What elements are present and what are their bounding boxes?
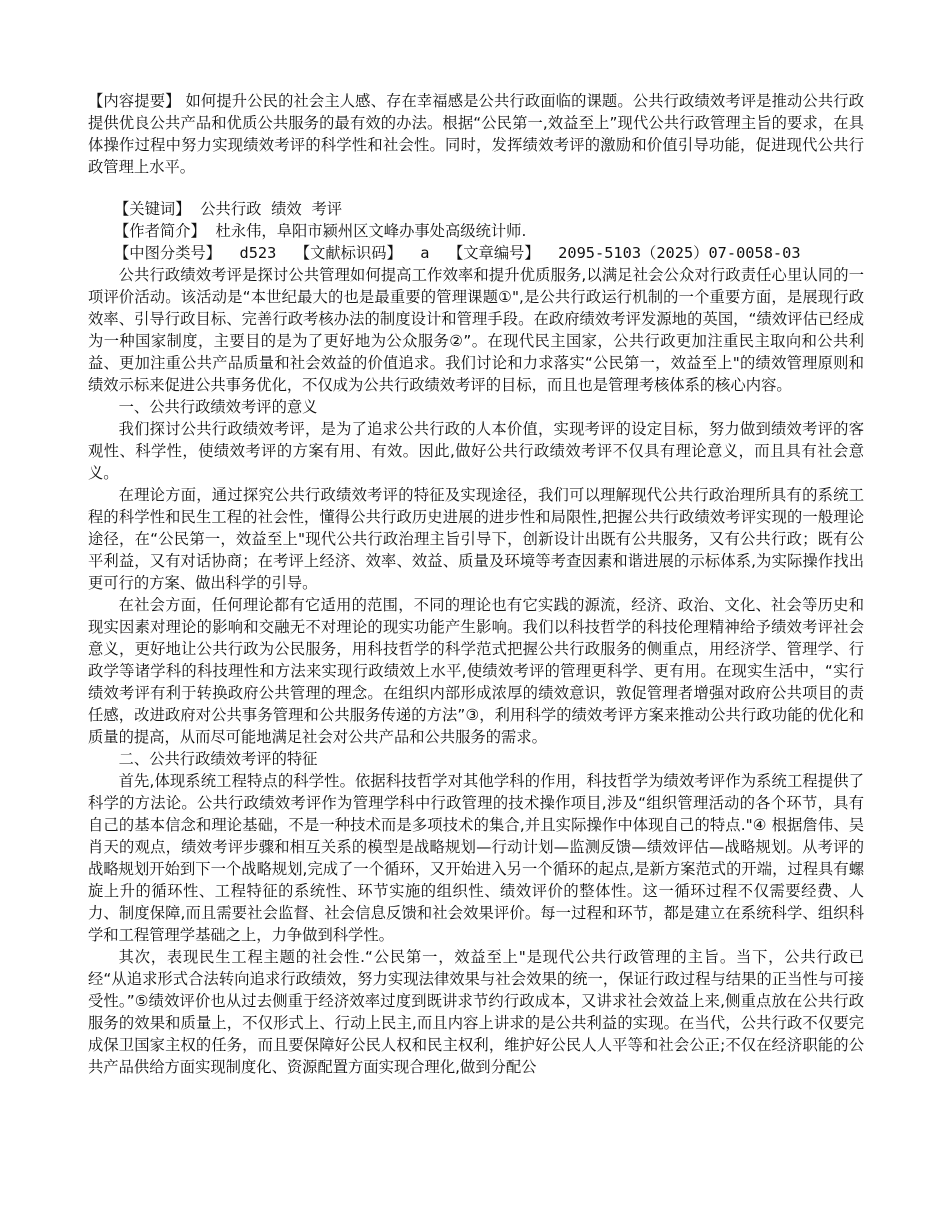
doc-code-value: a — [401, 244, 448, 262]
abstract-label: 【内容提要】 — [88, 92, 181, 110]
keywords-text: 公共行政 绩效 考评 — [190, 200, 343, 218]
section-heading: 一、公共行政绩效考评的意义 — [118, 398, 318, 416]
classification-line — [114, 242, 864, 264]
abstract-text: 如何提升公民的社会主人感、存在幸福感是公共行政面临的课题。公共行政绩效考评是推动公共行政提供优良公共产品和优质公共服务的最有效的办法。根据“公民第一,效益至上”现代公共行政管理主旨的要求，在具体操作过程中努力实现绩效考评的科学性和社会性。同时，发挥绩效考评的激励和价值引导功能，促进现代公共行政管理上水平。 — [88, 92, 864, 176]
body-paragraph: 其次，表现民生工程主题的社会性.“公民第一，效益至上"是现代公共行政管理的主旨。当下，公共行政已经“从追求形式合法转向追求行政绩效，努力实现法律效果与社会效果的统一，保证行政过程与结果的正当性与可接受性。”⑤绩效评价也从过去侧重于经济效率过度到既讲求节约行政成本，又讲求社会效益上来,侧重点放在公共行政服务的效果和质量上，不仅形式上、行动上民主,而且内容上讲求的是公共利益的实现。在当代，公共行政不仅要完成保卫国家主权的任务，而且要保障好公民人权和民主权利，维护好公民人人平等和社会公正;不仅在经济职能的公共产品供给方面实现制度化、资源配置方面实现合理化,做到分配公 — [88, 948, 864, 1076]
article-metadata — [114, 198, 864, 264]
keywords-label: 【关键词】 — [114, 200, 191, 218]
body-paragraph: 在社会方面，任何理论都有它适用的范围，不同的理论也有它实践的源流，经济、政治、文化、社会等历史和现实因素对理论的影响和交融无不对理论的现实功能产生影响。我们以科技哲学的科技伦理精神给予绩效考评社会意义，更好地让公共行政为公民服务，用科技哲学的科学范式把握公共行政服务的侧重点，用经济学、管理学、行政学等诸学科的科技理性和方法来实现行政绩效上水平,使绩效考评的管理更科学、更有用。在现实生活中，“实行绩效考评有利于转换政府公共管理的理念。在组织内部形成浓厚的绩效意识，敦促管理者增强对政府公共项目的责任感，改进政府对公共事务管理和公共服务传递的方法”③，利用科学的绩效考评方案来推动公共行政功能的优化和质量的提高，从而尽可能地满足社会对公共产品和公共服务的需求。 — [88, 596, 864, 746]
keywords-line — [114, 198, 864, 220]
doc-code-label: 【文献标识码】 — [294, 244, 402, 262]
body-paragraph: 在理论方面，通过探究公共行政绩效考评的特征及实现途径，我们可以理解现代公共行政治理所具有的系统工程的科学性和民生工程的社会性，懂得公共行政历史进展的进步性和局限性,把握公共行政绩效考评实现的一般理论途径，在“公民第一，效益至上"现代公共行政治理主旨引导下，创新设计出既有公共服务，又有公共行政；既有公平利益，又有对话协商；在考评上经济、效率、效益、质量及环境等考查因素和谐进展的示标体系,为实际操作找出更可行的方案、做出科学的引导。 — [88, 486, 864, 592]
clc-label: 【中图分类号】 — [114, 244, 222, 262]
author-line — [114, 220, 864, 242]
article-number-label: 【文章编号】 — [447, 244, 540, 262]
section-heading: 二、公共行政绩效考评的特征 — [118, 750, 318, 768]
body-paragraph: 公共行政绩效考评是探讨公共管理如何提高工作效率和提升优质服务,以满足社会公众对行政责任心里认同的一项评价活动。该活动是“本世纪最大的也是最重要的管理课题①",是公共行政运行机制的一个重要方面，是展现行政效率、引导行政目标、完善行政考核办法的制度设计和管理手段。在政府绩效考评发源地的英国，“绩效评估已经成为一种国家制度，主要目的是为了更好地为公众服务②”。在现代民主国家，公共行政更加注重民主取向和公共利益、更加注重公共产品质量和社会效益的价值追求。我们讨论和力求落实“公民第一，效益至上"的绩效管理原则和绩效示标来促进公共事务优化，不仅成为公共行政绩效考评的目标，而且也是管理考核体系的核心内容。 — [88, 266, 864, 394]
article-number-value: 2095-5103（2025）07-0058-03 — [539, 244, 801, 262]
body-paragraph: 首先,体现系统工程特点的科学性。依据科技哲学对其他学科的作用，科技哲学为绩效考评作为系统工程提供了科学的方法论。公共行政绩效考评作为管理学科中行政管理的技术操作项目,涉及“组织管理活动的各个环节，具有自己的基本信念和理论基础，不是一种技术而是多项技术的集合,并且实际操作中体现自己的特点."④ 根据詹伟、吴肖天的观点，绩效考评步骤和相互关系的模型是战略规划—行动计划—监测反馈—绩效评估—战略规划。从考评的战略规划开始到下一个战略规划,完成了一个循环，又开始进入另一个循环的起点,是新方案范式的开端，过程具有螺旋上升的循环性、工程特征的系统性、环节实施的组织性、绩效评价的整体性。这一循环过程不仅需要经费、人力、制度保障,而且需要社会监督、社会信息反馈和社会效果评价。每一过程和环节，都是建立在系统科学、组织科学和工程管理学基础之上，力争做到科学性。 — [88, 772, 864, 944]
author-text: 杜永伟，阜阳市颍州区文峰办事处高级统计师. — [205, 222, 527, 240]
abstract-paragraph — [88, 90, 864, 178]
clc-value: d523 — [221, 244, 295, 262]
author-label: 【作者简介】 — [114, 222, 206, 240]
body-paragraph: 我们探讨公共行政绩效考评，是为了追求公共行政的人本价值，实现考评的设定目标，努力做到绩效考评的客观性、科学性，使绩效考评的方案有用、有效。因此,做好公共行政绩效考评不仅具有理论意义，而且具有社会意义。 — [88, 420, 864, 482]
